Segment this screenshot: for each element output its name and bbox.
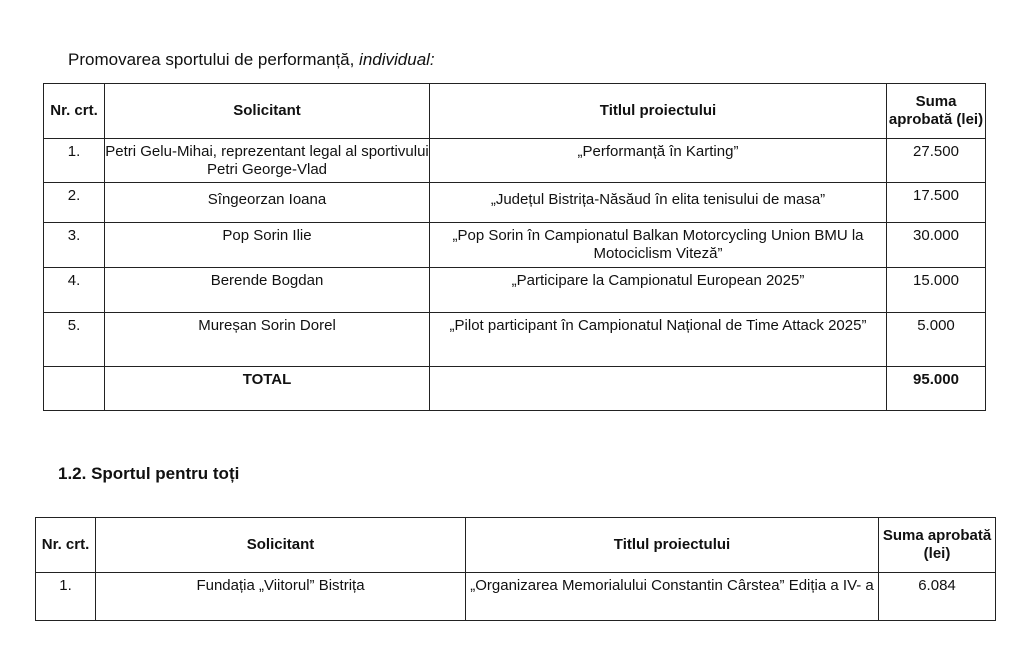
row-suma: 27.500 — [887, 139, 986, 183]
total-empty-cell — [44, 367, 105, 411]
table-row — [44, 313, 986, 367]
row-titlu: „Performanță în Karting” — [430, 139, 887, 183]
row-nr: 4. — [44, 268, 105, 313]
header-titlu: Titlul proiectului — [430, 84, 887, 139]
total-value: 95.000 — [887, 367, 986, 411]
table-row — [44, 139, 986, 183]
row-solicitant: Mureșan Sorin Dorel — [105, 313, 430, 367]
header-suma: Suma aprobată (lei) — [887, 84, 986, 139]
row-suma: 6.084 — [879, 573, 996, 621]
header-solicitant: Solicitant — [96, 518, 466, 573]
row-solicitant: Petri Gelu-Mihai, reprezentant legal al sportivului Petri George-Vlad — [105, 139, 430, 183]
section1-intro-text: Promovarea sportului de performanță, — [68, 50, 360, 69]
total-row — [44, 367, 986, 411]
row-solicitant: Sîngeorzan Ioana — [105, 183, 430, 223]
header-suma: Suma aprobată (lei) — [879, 518, 996, 573]
table-header-row — [36, 518, 996, 573]
row-nr: 5. — [44, 313, 105, 367]
row-suma: 30.000 — [887, 223, 986, 268]
row-nr: 1. — [36, 573, 96, 621]
row-solicitant: Fundația „Viitorul” Bistrița — [96, 573, 466, 621]
row-titlu: „Pop Sorin în Campionatul Balkan Motorcycling Union BMU la Motociclism Viteză” — [430, 223, 887, 268]
total-label: TOTAL — [105, 367, 430, 411]
sport-for-all-table — [35, 517, 996, 621]
total-empty-cell — [430, 367, 887, 411]
row-titlu: „Organizarea Memorialului Constantin Cârstea” Ediția a IV- a — [466, 573, 879, 621]
row-titlu: „Pilot participant în Campionatul Național de Time Attack 2025” — [430, 313, 887, 367]
section1-intro — [68, 50, 435, 70]
row-titlu: „Participare la Campionatul European 2025” — [430, 268, 887, 313]
table-header-row — [44, 84, 986, 139]
section2-heading: 1.2. Sportul pentru toți — [58, 464, 240, 483]
row-solicitant: Berende Bogdan — [105, 268, 430, 313]
table-row — [44, 183, 986, 223]
table-row — [36, 573, 996, 621]
row-nr: 2. — [44, 183, 105, 223]
header-nr: Nr. crt. — [36, 518, 96, 573]
row-nr: 1. — [44, 139, 105, 183]
table-row — [44, 268, 986, 313]
row-nr: 3. — [44, 223, 105, 268]
row-solicitant: Pop Sorin Ilie — [105, 223, 430, 268]
header-nr: Nr. crt. — [44, 84, 105, 139]
row-titlu: „Județul Bistrița-Năsăud în elita tenisului de masa” — [430, 183, 887, 223]
table-row — [44, 223, 986, 268]
section1-intro-italic: individual: — [359, 50, 435, 69]
header-titlu: Titlul proiectului — [466, 518, 879, 573]
performance-table — [43, 83, 986, 411]
row-suma: 5.000 — [887, 313, 986, 367]
header-solicitant: Solicitant — [105, 84, 430, 139]
row-suma: 17.500 — [887, 183, 986, 223]
row-suma: 15.000 — [887, 268, 986, 313]
